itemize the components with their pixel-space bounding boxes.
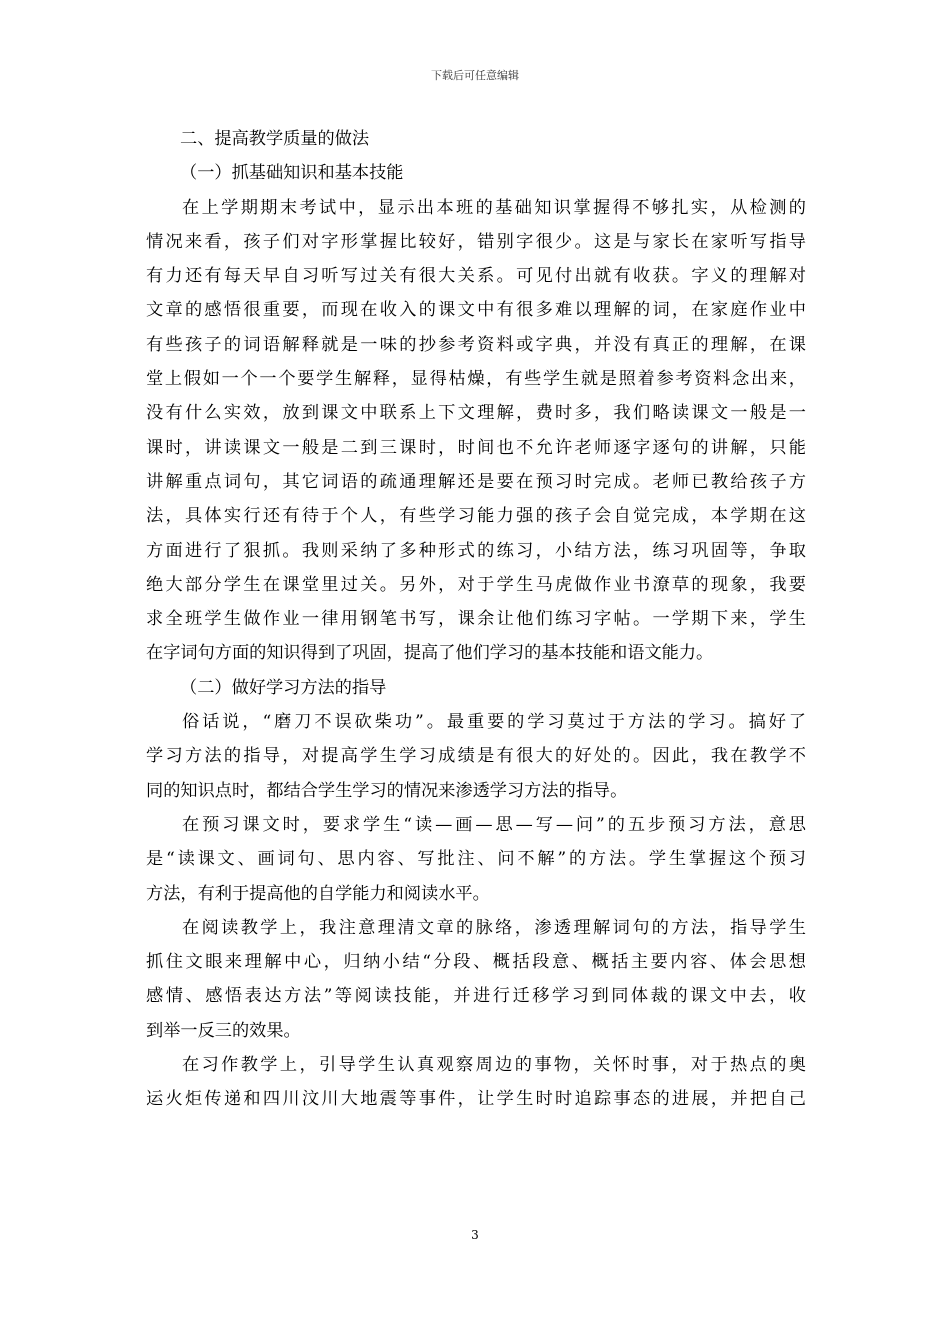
paragraph-line: 同的知识点时，都结合学生学习的情况来渗透学习方法的指导。 [146,780,628,801]
paragraph-line: 是“读课文、画词句、思内容、写批注、问不解”的方法。学生掌握这个预习 [146,849,806,870]
paragraph-line: 在上学期期末考试中，显示出本班的基础知识掌握得不够扎实，从检测的 [182,197,806,218]
paragraph-line: 在阅读教学上，我注意理清文章的脉络，渗透理解词句的方法，指导学生 [182,917,806,938]
paragraph-line: 绝大部分学生在课堂里过关。另外，对于学生马虎做作业书潦草的现象，我要 [146,574,806,595]
paragraph-line: 有些孩子的词语解释就是一味的抄参考资料或字典，并没有真正的理解，在课 [146,334,806,355]
paragraph-line: 有力还有每天早自习听写过关有很大关系。可见付出就有收获。字义的理解对 [146,266,806,287]
paragraph-line: 求全班学生做作业一律用钢笔书写，课余让他们练习字帖。一学期下来，学生 [146,609,806,630]
subsection-heading: （一）抓基础知识和基本技能 [180,163,404,184]
paragraph-line: 法，具体实行还有待于个人，有些学习能力强的孩子会自觉完成，本学期在这 [146,506,806,527]
paragraph-line: 运火炬传递和四川汶川大地震等事件，让学生时时追踪事态的进展，并把自己 [146,1089,806,1110]
paragraph-line: 在字词句方面的知识得到了巩固，提高了他们学习的基本技能和语文能力。 [146,643,714,664]
paragraph-line: 在预习课文时，要求学生“读—画—思—写—问”的五步预习方法，意思 [182,814,806,835]
paragraph-line: 方面进行了狠抓。我则采纳了多种形式的练习，小结方法，练习巩固等，争取 [146,540,806,561]
document-body [146,122,806,1117]
paragraph-line: 学习方法的指导，对提高学生学习成绩是有很大的好处的。因此，我在教学不 [146,746,806,767]
paragraph-line: 在习作教学上，引导学生认真观察周边的事物，关怀时事，对于热点的奥 [182,1055,806,1076]
paragraph-line: 堂上假如一个一个要学生解释，显得枯燥，有些学生就是照着参考资料念出来， [146,369,806,390]
paragraph-line: 方法，有利于提高他的自学能力和阅读水平。 [146,883,490,904]
subsection-heading: （二）做好学习方法的指导 [180,677,387,698]
paragraph-line: 感情、感悟表达方法”等阅读技能，并进行迁移学习到同体裁的课文中去，收 [146,986,806,1007]
paragraph-line: 文章的感悟很重要，而现在收入的课文中有很多难以理解的词，在家庭作业中 [146,300,806,321]
paragraph-line: 情况来看，孩子们对字形掌握比较好，错别字很少。这是与家长在家听写指导 [146,231,806,252]
paragraph-line: 课时，讲读课文一般是二到三课时，时间也不允许老师逐字逐句的讲解，只能 [146,437,806,458]
paragraph-line: 俗话说，“磨刀不误砍柴功”。最重要的学习莫过于方法的学习。搞好了 [182,712,806,733]
page-number: 3 [471,1228,479,1242]
section-heading: 二、提高教学质量的做法 [180,129,370,149]
paragraph-line: 讲解重点词句，其它词语的疏通理解还是要在预习时完成。老师已教给孩子方 [146,471,806,492]
header-note: 下载后可任意编辑 [431,69,519,82]
paragraph-line: 没有什么实效，放到课文中联系上下文理解，费时多，我们略读课文一般是一 [146,403,806,424]
paragraph-line: 到举一反三的效果。 [146,1020,301,1041]
paragraph-line: 抓住文眼来理解中心，归纳小结“分段、概括段意、概括主要内容、体会思想 [146,952,806,973]
